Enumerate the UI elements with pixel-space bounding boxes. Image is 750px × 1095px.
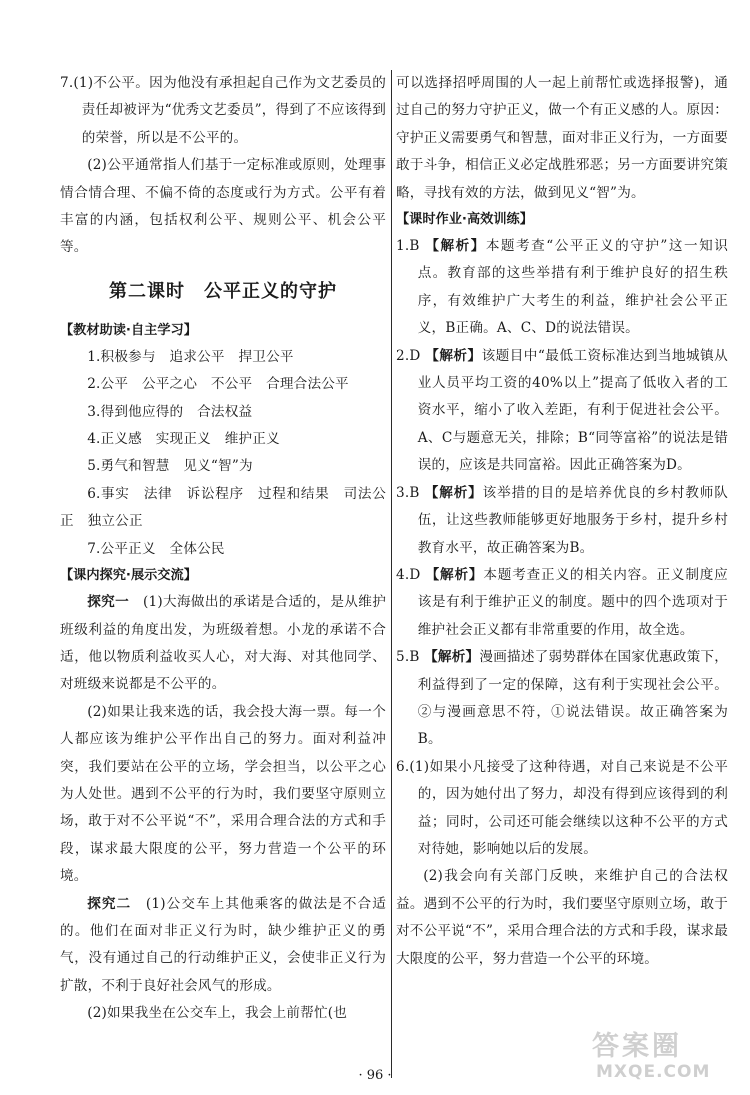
watermark-url: MXQE.COM <box>596 1062 711 1082</box>
analysis-tag: 【解析】 <box>424 484 483 501</box>
answer-number: 1.B <box>396 238 420 255</box>
q6-part2: (2)我会向有关部门反映，来维护自己的合法权益。遇到不公平的行为时，我们要坚守原则立场，敢于对不公平说“不”，采用合理合法的方式和手段，谋求最大限度的公平，努力营造一个公平的环境。 <box>396 868 728 967</box>
answer-number: 2.D <box>396 347 421 364</box>
analysis-tag: 【解析】 <box>425 238 486 255</box>
analysis-tag: 【解析】 <box>425 566 484 583</box>
answer-text: 该举措的目的是培养优良的乡村教师队伍，让这些教师能够更好地服务于乡村，提升乡村教育水平，故正确答案为B。 <box>417 484 728 556</box>
answer-text: 该题目中“最低工资标准达到当地城镇从业人员平均工资的40%以上”提高了低收入者的工资水平，缩小了收入差距，有利于促进社会公平。A、C与题意无关，排除；B“同等富裕”的说法是错误的，应该是共同富裕。因此正确答案为D。 <box>417 347 728 474</box>
section-heading-homework: 【课时作业·高效训练】 <box>396 212 533 228</box>
left-column <box>60 70 386 1028</box>
analysis-tag: 【解析】 <box>424 649 480 666</box>
fill-item: 1.积极参与 追求公平 捍卫公平 <box>87 348 294 365</box>
answer-item <box>396 343 728 480</box>
q6-part1: 6.(1)如果小凡接受了这种待遇，对自己来说是不公平的，因为她付出了努力，却没有得到应该得到的利益；同时，公司还可能会继续以这种不公平的方式对待她，影响她以后的发展。 <box>396 758 728 857</box>
right-column <box>396 70 728 973</box>
inquiry2-label: 探究二 <box>87 895 132 912</box>
inquiry1-label: 探究一 <box>87 594 130 611</box>
fill-item: 3.得到他应得的 合法权益 <box>87 403 253 420</box>
fill-item: 4.正义感 实现正义 维护正义 <box>87 431 280 448</box>
answer-item <box>396 644 728 754</box>
inquiry2-part1 <box>60 891 386 1001</box>
inquiry2-continued: 可以选择招呼周围的人一起上前帮忙或选择报警)，通过自己的努力守护正义，做一个有正义感的人。原因：守护正义需要勇气和智慧，面对非正义行为，一方面要敢于斗争，相信正义必定战胜邪恶；另一方面要讲究策略，寻找有效的方法，做到见义“智”为。 <box>396 75 728 201</box>
answer-item <box>396 562 728 644</box>
answer-number: 4.D <box>396 566 421 583</box>
fill-item: 5.勇气和智慧 见义“智”为 <box>87 458 253 475</box>
answer-number: 3.B <box>396 484 420 501</box>
q7-part1: 7.(1)不公平。因为他没有承担起自己作为文艺委员的责任却被评为“优秀文艺委员”，得到了不应该得到的荣誉，所以是不公平的。 <box>60 75 386 146</box>
inquiry1-part2: (2)如果让我来选的话，我会投大海一票。每一个人都应该为维护公平作出自己的努力。面对利益冲突，我们要站在公平的立场，学会担当，以公平之心为人处世。遇到不公平的行为时，我们要坚守原则立场，敢于对不公平说“不”，采用合理合法的方式和手段，谋求最大限度的公平，努力营造一个公平的环境。 <box>60 703 386 885</box>
section-heading-inquiry: 【课内探究·展示交流】 <box>60 568 197 584</box>
inquiry1-part1 <box>60 589 386 699</box>
q7-part2: (2)公平通常指人们基于一定标准或原则，处理事情合情合理、不偏不倚的态度或行为方式。公平有着丰富的内涵，包括权利公平、规则公平、机会公平等。 <box>60 157 386 256</box>
inquiry1-part1-text: (1)大海做出的承诺是合适的，是从维护班级利益的角度出发，为班级着想。小龙的承诺不合适，他以物质利益收买人心，对大海、对其他同学、对班级来说都是不公平的。 <box>60 594 386 693</box>
answer-item <box>396 233 728 343</box>
fill-item: 7.公平正义 全体公民 <box>87 540 225 557</box>
section-heading-textbook: 【教材助读·自主学习】 <box>60 322 197 338</box>
answer-text: 本题考查正义的相关内容。正义制度应该是有利于维护正义的制度。题中的四个选项对于维护社会正义都有非常重要的作用，故全选。 <box>417 566 728 638</box>
inquiry2-part1-text: (1)公交车上其他乘客的做法是不合适的。他们在面对非正义行为时，缺少维护正义的勇气，没有通过自己的行动维护正义，会使非正义行为扩散，不利于良好社会风气的形成。 <box>60 895 386 994</box>
analysis-tag: 【解析】 <box>425 347 482 364</box>
answer-text: 本题考查“公平正义的守护”这一知识点。教育部的这些举措有利于维护良好的招生秩序，有效维护广大考生的利益，维护社会公平正义，B正确。A、C、D的说法错误。 <box>417 238 728 337</box>
answer-item <box>396 480 728 562</box>
page-number: · 96 · <box>358 1068 392 1083</box>
watermark-main: 答案圈 <box>592 1031 682 1062</box>
answer-number: 5.B <box>396 649 420 666</box>
inquiry2-part2: (2)如果我坐在公交车上，我会上前帮忙(也 <box>87 1005 348 1022</box>
column-divider <box>391 70 392 1078</box>
fill-item: 6.事实 法律 诉讼程序 过程和结果 司法公正 独立公正 <box>60 485 386 530</box>
answer-text: 漫画描述了弱势群体在国家优惠政策下，利益得到了一定的保障，这有利于实现社会公平。②与漫画意思不符，①说法错误。故正确答案为B。 <box>417 649 728 748</box>
watermark-logo <box>590 1024 728 1088</box>
fill-item: 2.公平 公平之心 不公平 合理合法公平 <box>87 376 349 393</box>
lesson-title: 第二课时 公平正义的守护 <box>109 280 337 302</box>
